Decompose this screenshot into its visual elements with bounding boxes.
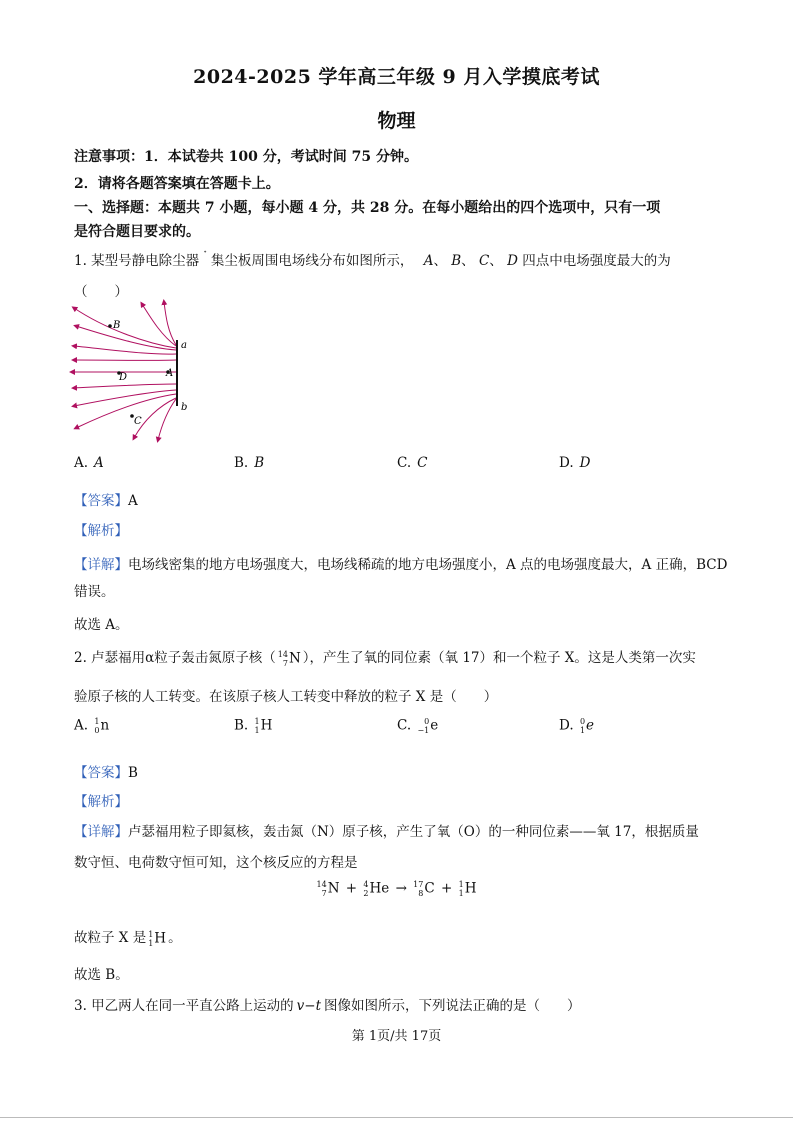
option-value: A (94, 455, 104, 471)
alpha-symbol: α (145, 650, 155, 666)
figure-label-D: D (119, 372, 128, 383)
result-pre: 故粒子 X 是 (74, 930, 147, 946)
plus-sign: + (441, 880, 453, 897)
charge-number: 1 (579, 726, 586, 735)
charge-number: 2 (363, 889, 369, 898)
charge-number: 7 (282, 658, 288, 668)
field-line (76, 394, 176, 428)
q1-option-a[interactable] (74, 455, 104, 471)
q1-stem-pre: 1. 某型号静电除尘器 (74, 253, 200, 269)
field-line (74, 346, 176, 354)
notice-line-2: 2．请将各题答案填在答题卡上。 (74, 176, 280, 192)
q2-stem-pre: 2. 卢瑟福用 (74, 650, 146, 666)
option-label: C. (397, 717, 412, 734)
mass-number: 14 (277, 649, 288, 659)
notice-line-1: 注意事项：1．本试卷共 100 分，考试时间 75 分钟。 (74, 149, 418, 165)
option-label: D. (559, 455, 574, 471)
q2-result (74, 926, 182, 948)
option-nucleus (417, 717, 438, 735)
detail-text: 电场线密集的地方电场强度大，电场线稀疏的地方电场强度小，A 点的电场强度最大，A 正确，BCD (128, 557, 728, 573)
q3-stem-pre: 3. 甲乙两人在同一平直公路上运动的 (74, 998, 294, 1014)
answer-value: B (128, 765, 138, 781)
reaction-arrow: → (395, 880, 407, 897)
q3-stem (74, 994, 581, 1014)
answer-value: A (128, 493, 138, 509)
mass-number: 0 (579, 717, 586, 726)
q1-answer (74, 489, 138, 509)
section-heading-line-1: 一、选择题：本题共 7 小题，每小题 4 分，共 28 分。在每小题给出的四个选项中，只有一项 (74, 200, 661, 216)
q2-conclusion: 故选 B。 (74, 967, 129, 983)
element-symbol: H (154, 930, 167, 946)
charge-number: 0 (94, 726, 100, 735)
mass-number: 1 (458, 880, 464, 889)
option-label: B. (234, 455, 249, 471)
option-value: B (254, 455, 265, 471)
nuclear-equation (0, 880, 793, 898)
mass-number: 1 (94, 717, 100, 726)
figure-label-A: A (166, 368, 174, 379)
charge-number: 7 (321, 889, 327, 898)
subject-title: 物理 (377, 110, 416, 132)
q1-paren: （ ） (74, 284, 128, 300)
field-line (74, 390, 176, 406)
element-symbol: e (430, 717, 439, 734)
equation-nucleus (317, 880, 340, 898)
plate-label-a: a (181, 340, 187, 351)
q2-option-b[interactable] (234, 717, 274, 735)
equation-nucleus (363, 880, 389, 898)
electric-field-figure (64, 298, 204, 444)
q1-option-b[interactable] (234, 455, 264, 471)
q1-stem-mid: 集尘板周围电场线分布如图所示， (210, 253, 414, 269)
field-line (76, 326, 176, 350)
option-value: D (579, 455, 591, 471)
mass-number: 1 (254, 717, 260, 726)
result-post: 。 (168, 930, 182, 946)
section-heading-line-2: 是符合题目要求的。 (74, 224, 200, 240)
field-line (158, 399, 176, 440)
option-nucleus (580, 717, 594, 735)
option-label: A. (74, 455, 89, 471)
option-nucleus (94, 717, 109, 735)
q1-detail-line-2: 错误。 (74, 584, 115, 600)
option-label: B. (234, 717, 249, 734)
answer-tag: 【答案】 (74, 765, 128, 781)
element-symbol: n (100, 717, 110, 734)
figure-label-C: C (134, 416, 142, 427)
q3-stem-post: 图像如图所示，下列说法正确的是（ ） (324, 998, 581, 1014)
q1-stem: 1. 某型号静电除尘器 $^ᐩ$ 集尘板周围电场线分布如图所示， A、 B、 C、 D 四点中电场强度最大的为 (74, 249, 671, 269)
q1-stem-post: 四点中电场强度最大的为 (522, 253, 671, 269)
option-nucleus (255, 717, 273, 735)
result-nucleus (148, 930, 166, 948)
q1-option-d[interactable] (559, 455, 590, 471)
detail-tag: 【详解】 (74, 824, 128, 840)
element-symbol: C (424, 880, 435, 897)
element-symbol: N (327, 880, 340, 897)
charge-number: 1 (148, 938, 154, 948)
q2-stem-line-2: 验原子核的人工转变。在该原子核人工转变中释放的粒子 X 是（ ） (74, 689, 498, 705)
q2-stem-mid2: ），产生了氧的同位素（氧 17）和一个粒子 X。这是人类第一次实 (302, 650, 696, 666)
option-label: C. (397, 455, 412, 471)
field-line (74, 308, 176, 348)
charge-number: 8 (418, 889, 424, 898)
mass-number: 1 (148, 929, 154, 939)
q1-point-d: D (507, 253, 518, 269)
q2-answer (74, 761, 138, 781)
detail-text: 卢瑟福用粒子即氦核，轰击氮（N）原子核，产生了氧（O）的一种同位素——氧 17，根据质量 (128, 824, 699, 840)
graph-type: v−t (296, 998, 322, 1014)
plate-label-b: b (181, 402, 188, 413)
plus-sign: + (345, 880, 358, 897)
element-symbol: N (288, 650, 301, 666)
element-symbol: e (586, 717, 595, 734)
q1-point-b: B (451, 253, 462, 269)
option-label: D. (559, 717, 574, 734)
mass-number: 14 (316, 880, 327, 889)
field-line (142, 304, 176, 346)
q1-point-c: C (478, 253, 490, 269)
q2-detail-line-2: 数守恒、电荷数守恒可知，这个核反应的方程是 (74, 855, 358, 871)
answer-tag: 【答案】 (74, 493, 128, 509)
q1-detail-line-1 (74, 553, 727, 573)
equation-nucleus (459, 880, 477, 898)
point-b-dot (108, 324, 112, 328)
field-line (164, 302, 176, 345)
equation-nucleus (413, 880, 435, 898)
page-footer: 第 1页/共 17页 (351, 1029, 442, 1044)
q2-stem-mid1: 粒子轰击氮原子核（ (154, 650, 276, 666)
nitrogen-nucleus (278, 650, 301, 668)
page-title: 2024-2025 学年高三年级 9 月入学摸底考试 (193, 66, 600, 88)
field-line (74, 384, 176, 388)
option-value: C (417, 455, 428, 471)
figure-label-B: B (113, 320, 121, 331)
mass-number: 0 (424, 717, 430, 726)
bottom-divider (0, 1117, 793, 1118)
q2-analysis-tag: 【解析】 (74, 794, 128, 810)
element-symbol: H (260, 717, 273, 734)
mass-number: 17 (413, 880, 424, 889)
detail-tag: 【详解】 (74, 557, 128, 573)
element-symbol: He (369, 880, 390, 897)
mass-number: 4 (363, 880, 369, 889)
q1-option-c[interactable] (397, 455, 427, 471)
option-label: A. (74, 717, 89, 734)
element-symbol: H (464, 880, 477, 897)
q2-option-d[interactable] (559, 717, 596, 735)
q2-stem-line-1 (74, 646, 696, 668)
device-symbol: ᐩ (203, 249, 207, 258)
charge-number: 1 (254, 726, 260, 735)
charge-number: 1 (458, 889, 464, 898)
charge-number: −1 (417, 726, 430, 735)
q2-option-c[interactable] (397, 717, 440, 735)
q1-analysis-tag: 【解析】 (74, 523, 128, 539)
q1-point-a: A (423, 253, 434, 269)
q1-conclusion: 故选 A。 (74, 617, 129, 633)
q2-option-a[interactable] (74, 717, 111, 735)
q2-detail-line-1 (74, 820, 699, 840)
